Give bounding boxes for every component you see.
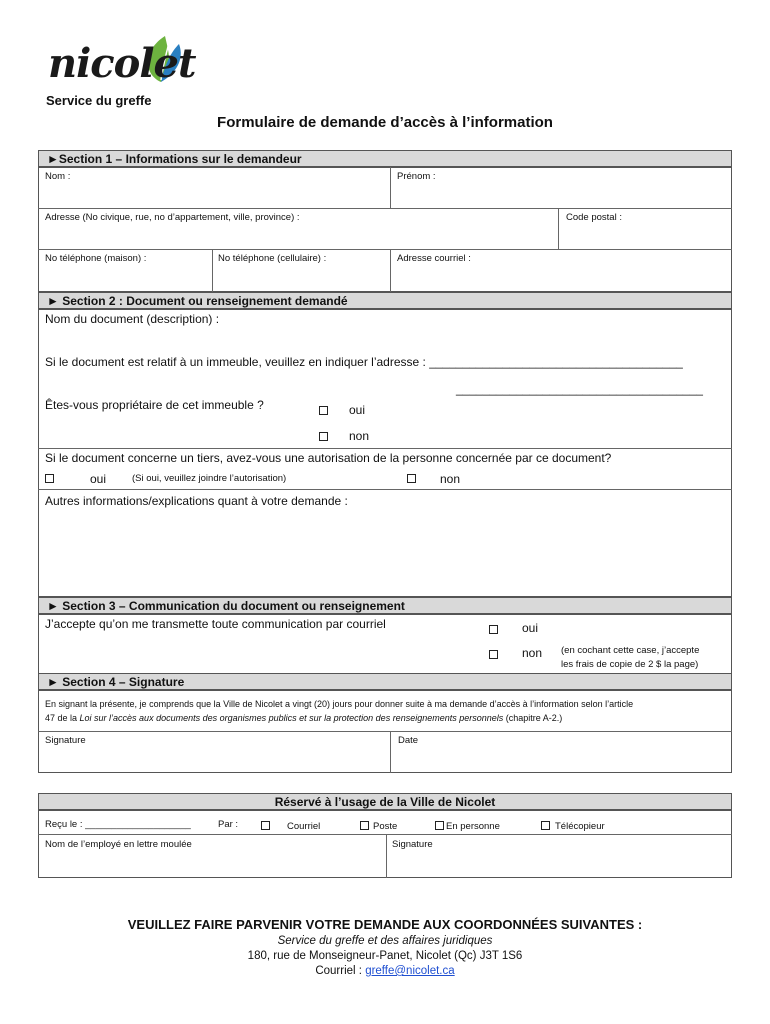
form-title: Formulaire de demande d’accès à l’information xyxy=(217,114,553,131)
section1-header: ►Section 1 – Informations sur le demandeur xyxy=(38,150,732,167)
logo-wordmark: nicolet xyxy=(48,40,196,87)
tiers-oui-label: oui xyxy=(90,472,107,486)
tiers-question: Si le document concerne un tiers, avez-vous une autorisation de la personne concernée par ce document? xyxy=(45,451,612,465)
footer-title: VEUILLEZ FAIRE PARVENIR VOTRE DEMANDE AUX COORDONNÉES SUIVANTES : xyxy=(127,917,643,932)
adresse-field[interactable]: Adresse (No civique, rue, no d’appartement, ville, province) : xyxy=(45,212,300,223)
recu-poste-checkbox[interactable] xyxy=(360,821,369,830)
section1-box xyxy=(38,167,732,292)
proprietaire-oui-checkbox[interactable] xyxy=(319,406,328,415)
tel-cell-field[interactable]: No téléphone (cellulaire) : xyxy=(218,253,327,264)
proprietaire-non-label: non xyxy=(349,429,370,443)
frais-note-line2: les frais de copie de 2 $ la page) xyxy=(561,659,699,670)
footer-email-link[interactable]: greffe@nicolet.ca xyxy=(365,965,455,977)
signature-text-line1: En signant la présente, je comprends que la Ville de Nicolet a vingt (20) jours pour donner suite à ma demande d’accès à l’information selon l’article xyxy=(45,699,634,709)
employe-field[interactable]: Nom de l’employé en lettre moulée xyxy=(45,839,192,850)
recu-poste-label: Poste xyxy=(373,821,398,832)
prenom-field[interactable]: Prénom : xyxy=(397,171,436,182)
recu-le-field[interactable]: Reçu le : ____________________ xyxy=(45,819,191,830)
recu-courriel-label: Courriel xyxy=(287,821,321,832)
loi-title: Loi sur l’accès aux documents des organismes publics et sur la protection des renseignements personnels xyxy=(79,713,504,723)
section2-header: ► Section 2 : Document ou renseignement demandé xyxy=(38,292,732,309)
section4-header: ► Section 4 – Signature xyxy=(38,673,732,690)
recu-en-personne-label: En personne xyxy=(446,821,500,832)
section3-header: ► Section 3 – Communication du document ou renseignement xyxy=(38,597,732,614)
recu-telecopieur-checkbox[interactable] xyxy=(541,821,550,830)
communication-non-checkbox[interactable] xyxy=(489,650,498,659)
code-postal-field[interactable]: Code postal : xyxy=(566,212,622,223)
communication-accept-label: J’accepte qu’on me transmette toute communication par courriel xyxy=(45,617,386,631)
footer-address: 180, rue de Monseigneur-Panet, Nicolet (Qc) J3T 1S6 xyxy=(247,950,523,962)
immeuble-line2: _____________________________________ xyxy=(456,382,703,396)
immeuble-question: Si le document est relatif à un immeuble, veuillez en indiquer l’adresse : ______________________________________ xyxy=(45,355,683,369)
tiers-note: (Si oui, veuillez joindre l’autorisation) xyxy=(132,473,287,484)
logo-subtitle: Service du greffe xyxy=(46,93,152,108)
tiers-non-checkbox[interactable] xyxy=(407,474,416,483)
signature-text-line2 xyxy=(45,713,562,723)
autres-label[interactable]: Autres informations/explications quant à votre demande : xyxy=(45,494,348,508)
signature-text-line2-c: (chapitre A-2.) xyxy=(503,713,563,723)
tiers-oui-checkbox[interactable] xyxy=(45,474,54,483)
proprietaire-non-checkbox[interactable] xyxy=(319,432,328,441)
footer-courriel xyxy=(0,965,770,977)
proprietaire-oui-label: oui xyxy=(349,403,366,417)
date-field[interactable]: Date xyxy=(398,735,419,746)
signature-field[interactable]: Signature xyxy=(45,735,86,746)
recu-telecopieur-label: Télécopieur xyxy=(555,821,605,832)
courriel-field[interactable]: Adresse courriel : xyxy=(397,253,471,264)
nom-document-label: Nom du document (description) : xyxy=(45,312,220,326)
communication-oui-label: oui xyxy=(522,621,539,635)
par-label: Par : xyxy=(218,819,239,830)
signature-text-line2-a: 47 de la xyxy=(45,713,80,723)
recu-courriel-checkbox[interactable] xyxy=(261,821,270,830)
footer-service: Service du greffe et des affaires juridiques xyxy=(277,935,493,947)
nom-field[interactable]: Nom : xyxy=(45,171,71,182)
communication-oui-checkbox[interactable] xyxy=(489,625,498,634)
communication-non-label: non xyxy=(522,646,543,660)
recu-en-personne-checkbox[interactable] xyxy=(435,821,444,830)
reserved-signature-field[interactable]: Signature xyxy=(392,839,433,850)
reserved-header: Réservé à l’usage de la Ville de Nicolet xyxy=(38,793,732,810)
tel-maison-field[interactable]: No téléphone (maison) : xyxy=(45,253,147,264)
footer-courriel-label: Courriel : xyxy=(315,965,366,977)
frais-note-line1: (en cochant cette case, j’accepte xyxy=(561,645,700,656)
proprietaire-question: Êtes-vous propriétaire de cet immeuble ? xyxy=(45,398,264,412)
tiers-non-label: non xyxy=(440,472,461,486)
